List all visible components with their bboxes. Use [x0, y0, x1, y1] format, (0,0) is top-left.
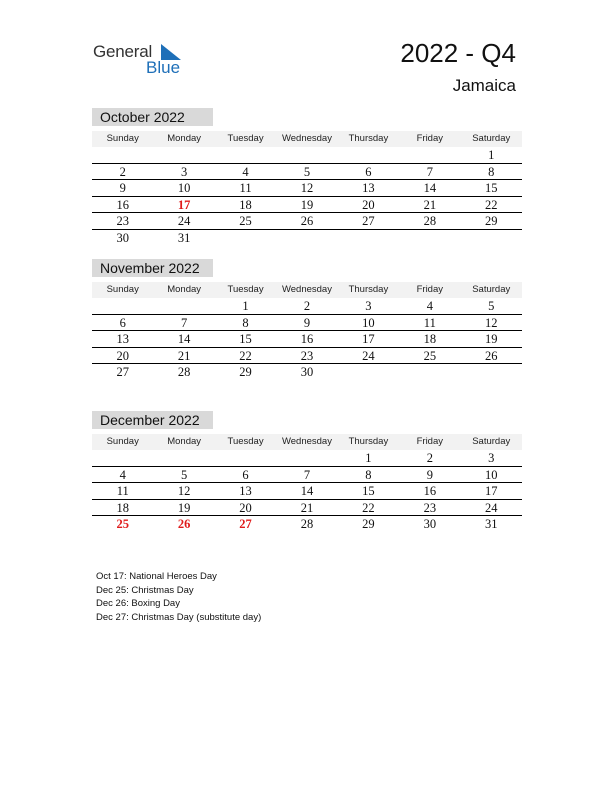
weekday-label: Thursday: [348, 436, 389, 447]
date-cell: [153, 450, 214, 466]
weekday-label: Wednesday: [281, 436, 332, 447]
week-row: [92, 483, 522, 500]
weekday-label: Monday: [167, 284, 202, 295]
date-cell: 3: [488, 451, 495, 465]
date-cell: [338, 364, 399, 381]
date-cell: 28: [423, 214, 437, 228]
date-cell: 2: [119, 164, 126, 179]
date-cell: 25: [239, 214, 252, 228]
month-december: [92, 411, 522, 533]
week-row: [92, 500, 522, 517]
date-cell: 3: [181, 164, 188, 179]
month-october: [92, 108, 522, 246]
date-cell: [215, 230, 276, 247]
week-row: [92, 450, 522, 467]
date-cell: 17: [484, 484, 498, 498]
date-cell: 10: [177, 181, 191, 195]
date-cell: [399, 364, 460, 381]
date-cell: 15: [239, 332, 252, 346]
date-cell: 21: [423, 197, 437, 212]
date-cell: 23: [300, 348, 314, 363]
weekday-header: [92, 282, 522, 298]
weekday-label: Friday: [416, 436, 444, 447]
weekday-label: Saturday: [472, 284, 511, 295]
week-row: [92, 213, 522, 230]
date-cell: 22: [239, 348, 252, 363]
date-cell: 16: [423, 484, 437, 498]
holiday-date-cell: 25: [116, 517, 129, 531]
country-name: Jamaica: [452, 76, 516, 95]
date-cell: [276, 147, 337, 163]
date-cell: 19: [300, 197, 314, 212]
date-cell: [399, 230, 460, 247]
date-cell: 26: [300, 214, 314, 228]
date-cell: 14: [300, 484, 314, 498]
date-cell: 11: [423, 315, 436, 330]
date-cell: 7: [181, 315, 188, 330]
date-cell: 10: [484, 467, 498, 482]
holiday-date-cell: 17: [177, 197, 191, 212]
date-cell: [461, 364, 522, 381]
date-cell: 30: [423, 517, 437, 531]
date-cell: 13: [116, 332, 129, 346]
date-cell: 24: [177, 214, 191, 228]
date-cell: 18: [116, 500, 129, 515]
date-cell: 29: [484, 214, 498, 228]
page-title: 2022 - Q4: [400, 38, 516, 68]
weekday-label: Monday: [167, 436, 202, 447]
date-cell: 9: [303, 315, 311, 330]
date-cell: 29: [239, 365, 252, 379]
date-cell: 7: [426, 164, 433, 179]
week-row: [92, 164, 522, 181]
date-cell: 1: [242, 299, 249, 313]
date-cell: 23: [116, 214, 129, 228]
date-cell: 30: [116, 230, 129, 245]
weekday-header: [92, 434, 522, 450]
date-cell: 16: [300, 332, 314, 346]
date-cell: 30: [300, 365, 314, 379]
date-cell: 23: [423, 500, 437, 515]
date-cell: [461, 230, 522, 247]
logo-blue-text: Blue: [146, 58, 181, 77]
week-row: [92, 331, 522, 348]
date-cell: 13: [239, 484, 252, 498]
date-cell: 27: [362, 214, 375, 228]
month-title: December 2022: [92, 411, 213, 429]
date-cell: [92, 450, 153, 466]
date-cell: 29: [362, 517, 375, 531]
date-cell: [338, 230, 399, 247]
week-row: [92, 364, 522, 381]
holiday-note: Dec 27: Christmas Day (substitute day): [96, 611, 262, 623]
month-title: November 2022: [92, 259, 213, 277]
weekday-label: Wednesday: [281, 133, 332, 144]
logo-general-text: General: [93, 42, 153, 61]
holiday-note: Dec 25: Christmas Day: [96, 584, 194, 596]
date-cell: 25: [423, 348, 437, 363]
date-cell: 18: [423, 332, 437, 346]
date-cell: [338, 147, 399, 163]
week-row: [92, 147, 522, 164]
week-row: [92, 180, 522, 197]
date-cell: [153, 298, 214, 314]
weekday-label: Saturday: [472, 436, 511, 447]
weekday-header: [92, 131, 522, 147]
date-cell: 7: [303, 467, 311, 482]
week-row: [92, 230, 522, 247]
date-cell: [215, 450, 276, 466]
weekday-label: Wednesday: [281, 284, 332, 295]
date-cell: 2: [426, 451, 433, 465]
date-cell: 8: [242, 315, 249, 330]
weekday-label: Tuesday: [227, 133, 264, 144]
date-cell: 6: [119, 315, 126, 330]
week-row: [92, 516, 522, 533]
month-title: October 2022: [92, 108, 213, 126]
date-cell: 5: [181, 467, 188, 482]
weekday-label: Tuesday: [227, 284, 264, 295]
date-cell: 15: [484, 181, 498, 195]
date-cell: 3: [365, 299, 372, 313]
date-cell: 9: [119, 181, 126, 195]
date-cell: 8: [365, 467, 372, 482]
holiday-note: Dec 26: Boxing Day: [96, 598, 180, 609]
weekday-label: Friday: [416, 284, 444, 295]
week-row: [92, 298, 522, 315]
date-cell: 26: [484, 348, 498, 363]
date-cell: [215, 147, 276, 163]
weekday-label: Sunday: [106, 133, 139, 144]
week-row: [92, 348, 522, 365]
weekday-label: Saturday: [472, 133, 511, 144]
brand-logo: [93, 40, 193, 80]
month-november: [92, 259, 522, 381]
date-cell: 19: [484, 332, 498, 346]
date-cell: 31: [484, 517, 498, 531]
date-cell: 24: [484, 500, 498, 515]
date-cell: 4: [119, 467, 126, 482]
date-cell: [92, 298, 153, 314]
weekday-label: Thursday: [348, 284, 389, 295]
week-row: [92, 315, 522, 332]
date-cell: 16: [116, 197, 129, 212]
date-cell: 21: [177, 348, 191, 363]
date-cell: 17: [362, 332, 375, 346]
date-cell: 18: [239, 197, 252, 212]
date-cell: 20: [116, 348, 129, 363]
date-cell: 19: [177, 500, 191, 515]
holiday-date-cell: 27: [239, 517, 252, 531]
date-cell: 5: [488, 299, 495, 313]
date-cell: 11: [116, 484, 129, 498]
date-cell: 10: [362, 315, 375, 330]
date-cell: [276, 230, 337, 247]
date-cell: [399, 147, 460, 163]
date-cell: 6: [365, 164, 372, 179]
date-cell: [92, 147, 153, 163]
holiday-note: Oct 17: National Heroes Day: [96, 571, 217, 582]
date-cell: 9: [426, 467, 433, 482]
date-cell: 31: [177, 230, 191, 245]
date-cell: 28: [177, 365, 191, 379]
date-cell: 27: [116, 365, 129, 379]
date-cell: 1: [365, 451, 372, 465]
date-cell: [153, 147, 214, 163]
date-cell: 6: [242, 467, 249, 482]
date-cell: 4: [242, 164, 249, 179]
date-cell: 20: [362, 197, 375, 212]
date-cell: 2: [303, 299, 311, 313]
holiday-date-cell: 26: [177, 517, 191, 531]
date-cell: 4: [426, 299, 433, 313]
date-cell: 21: [300, 500, 314, 515]
weekday-label: Monday: [167, 133, 202, 144]
date-cell: 14: [177, 332, 191, 346]
date-cell: 12: [300, 181, 314, 195]
date-cell: 24: [362, 348, 375, 363]
week-row: [92, 467, 522, 484]
date-cell: 22: [362, 500, 375, 515]
holiday-notes: [96, 570, 261, 624]
date-cell: 28: [300, 517, 314, 531]
weekday-label: Friday: [416, 133, 444, 144]
date-cell: [276, 450, 337, 466]
date-cell: 12: [484, 315, 498, 330]
date-cell: 5: [303, 164, 311, 179]
date-cell: 15: [362, 484, 375, 498]
date-cell: 11: [239, 181, 252, 195]
week-row: [92, 197, 522, 214]
date-cell: 13: [362, 181, 375, 195]
date-cell: 20: [239, 500, 252, 515]
date-cell: 1: [488, 148, 495, 162]
weekday-label: Sunday: [106, 436, 139, 447]
date-cell: 8: [488, 164, 495, 179]
weekday-label: Sunday: [106, 284, 139, 295]
weekday-label: Thursday: [348, 133, 389, 144]
date-cell: 22: [484, 197, 498, 212]
date-cell: 12: [177, 484, 191, 498]
date-cell: 14: [423, 181, 437, 195]
weekday-label: Tuesday: [227, 436, 264, 447]
